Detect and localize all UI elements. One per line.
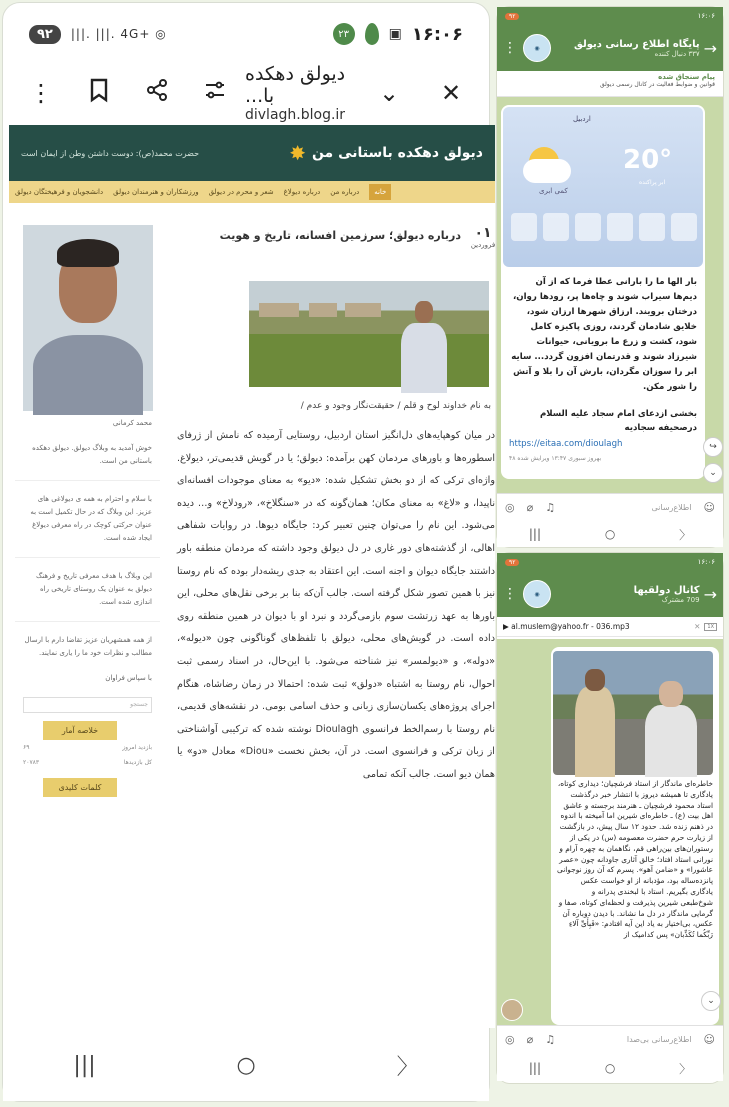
url-area[interactable]	[245, 63, 369, 123]
sidebar-search-input[interactable]: جستجو	[23, 697, 152, 713]
chat-area	[497, 639, 723, 1025]
back-icon[interactable]: 〉	[396, 1054, 419, 1080]
pinned-text: قوانین و ضوابط فعالیت در کانال رسمی دیولق	[599, 81, 715, 88]
message-source: بخشی ازدعای امام سجاد علیه السلام درصحیفه سجادیه	[539, 409, 697, 433]
weather-condition: ابر پراکنده	[639, 179, 666, 186]
channel-avatar[interactable]: ◉	[523, 34, 551, 62]
pinned-title: پیام سنجاق شده	[658, 73, 715, 81]
blog-subtitle: حضرت محمد(ص): دوست داشتن وطن از ایمان است	[21, 148, 200, 158]
sidebar-paragraph: با سپاس فراوان	[105, 674, 152, 682]
post-title[interactable]: درباره دیولق؛ سرزمین افسانه، تاریخ و هویت	[219, 229, 461, 242]
site-settings-icon[interactable]	[195, 79, 235, 107]
home-icon[interactable]: ○	[236, 1052, 256, 1078]
post-day: ۰۱	[474, 225, 492, 241]
weather-image	[503, 107, 703, 267]
channel-avatar[interactable]: ◉	[523, 580, 551, 608]
camera-icon[interactable]: ◎	[505, 501, 515, 514]
system-nav-bar	[497, 521, 723, 547]
stat-value: ۲۰۷۸۳	[23, 759, 40, 766]
pinned-message[interactable]	[497, 71, 723, 97]
sidebar-paragraph: از همه همشهریان عزیز تقاضا دارم با ارسال مطالب و نظرات خود ما را یاری نمایند.	[24, 636, 152, 657]
message-text: بار الها ما را بارانی عطا فرما که از آن دیم‌ها سیراب شوند و چاه‌ها پر، رودها روان، درختان برویند. ارزاق شهرها ارزان شود، خلایق شادمان گردند، روزی پاکیزه کامل شود، کشت و زرع ما برویانی، حیوانات شیرزاد شوند و قدرتمان افزون گردد... سایه ابر را سوزان مگردان، بارش آن را بلا و آتش را شور مکن.	[511, 277, 697, 392]
message-input-bar	[497, 493, 723, 521]
network-type: 4G+	[120, 27, 151, 41]
stat-label: کل بازدیدها	[123, 759, 152, 766]
channel-name[interactable]: پایگاه اطلاع رسانی دیولق	[573, 38, 700, 50]
blog-sidebar	[15, 225, 160, 797]
leaf-icon	[365, 23, 379, 45]
post-body: در میان کوهپایه‌های دل‌انگیز استان اردبیل، روستایی آرمیده که نامش از ژرفای اسطوره‌ها و باورهای مردمان کهن برآمده: دیولق؛ یا در گویش قدیمی‌تر، دیولاغ. واژه‌ای ترکی که از دو بخش تشکیل شده: «دیو» به معنای موجودات افسانه‌ای ناپیدا، و «لاغ» به معنای مکان؛ همان‌گونه که در «سنگلاخ»، «رودلاخ» و… دیده می‌شود. این نام را می‌توان چنین تعبیر کرد: جایگاه دیوها. در روایات شفاهی اهالی، از گذشته‌های دور غاری در دل دیولق وجود داشته که مردمان منطقه باور داشتند جایگاه دیوان و اجنه است. این اعتقاد به جدی ریشه‌دار بوده که نام روستا نیز با همین تصور شکل گرفته است. جالب آن‌که بنا بر برخی نقل‌های محلی، این باورها به عهد زرتشت سوم بازمی‌گردد و نبرد او با دیوان در همین منطقه روی داده است. در گویش‌های محلی، دیولق با تلفظ‌های گوناگونی چون «دیوله»، «دوله»، و «دیولمسر» نیز شناخته می‌شود. با این‌حال، در اسناد رسمی ثبت احوال، نام روستا به اشتباه «دولق» ثبت شده: احتمالا در زمان رضاشاه، هنگام اجرای پروژه‌های یکسان‌سازی زبانی و حذف اسامی بومی. در نقشه‌های قدیمی، نام روستا با رسم‌الخط فرانسوی Dioulagh نوشته شده که ترکیبی آواشناختی از زبان ترکی و فرانسوی است. در آن، بخش نخست «Diou» معادل «دو» یا همان دیو است. جالب آنکه تمامی	[177, 430, 495, 780]
post-date	[469, 225, 497, 249]
stat-row	[15, 755, 160, 770]
back-icon[interactable]: 〉	[679, 527, 692, 542]
chevron-down-icon[interactable]: ⌄	[703, 463, 723, 483]
recent-apps-icon[interactable]: |||	[528, 527, 542, 541]
message-meta: بهروز سبوری ۱۳:۴۷ ویرایش شده ۴۸	[509, 455, 602, 462]
attach-icon[interactable]: ⌀	[526, 1033, 534, 1046]
sidebar-paragraph: با سلام و احترام به همه ی دیولاغی های عزیز. این وبلاگ که در حال تکمیل است به عنوان حرکتی کوچک در راه معرفی دیولاغ ایجاد شده است.	[30, 495, 152, 542]
page-title: دیولق دهکده با...	[245, 63, 346, 107]
bookmark-icon[interactable]	[79, 78, 119, 108]
notification-badge: ۲۳	[333, 23, 355, 45]
eitaa-channel-1	[496, 6, 724, 548]
nav-item-home[interactable]: خانه	[369, 184, 391, 200]
nav-item-students[interactable]: دانشجویان و فرهیختگان دیولق	[15, 188, 104, 196]
chevron-down-icon[interactable]: ⌄	[378, 79, 400, 107]
camera-icon[interactable]: ◎	[505, 1033, 515, 1046]
status-time: ۱۶:۰۶	[697, 12, 715, 20]
blog-header	[9, 125, 495, 181]
status-bar	[497, 7, 723, 25]
keywords-box-title: کلمات کلیدی	[43, 778, 117, 797]
audio-title: al.muslem@yahoo.fr - 036.mp3	[511, 622, 630, 631]
bell-icon[interactable]: ♫	[545, 1033, 556, 1046]
close-icon[interactable]: ✕	[440, 79, 462, 107]
post-month: فروردین	[470, 241, 496, 249]
nav-item-about-me[interactable]: درباره من	[330, 188, 360, 196]
stats-box-title: خلاصه آمار	[43, 721, 117, 740]
stat-label: بازدید امروز	[122, 744, 152, 751]
play-icon[interactable]: ▶	[503, 622, 509, 631]
battery-indicator: ۹۲	[505, 559, 519, 566]
battery-indicator: ۹۲	[29, 25, 61, 44]
post-caption: به نام خداوند لوح و قلم / حقیقت‌نگار وجود و عدم /	[300, 401, 491, 411]
message-bubble[interactable]	[501, 105, 705, 479]
browser-toolbar	[3, 65, 489, 121]
speed-badge[interactable]: 1X	[704, 623, 717, 631]
status-bar	[3, 3, 489, 65]
chevron-down-icon[interactable]: ⌄	[701, 991, 721, 1011]
message-bubble[interactable]	[551, 647, 719, 1025]
channel-header	[497, 25, 723, 71]
share-icon[interactable]	[137, 78, 177, 108]
message-photo	[553, 651, 713, 775]
channel-name[interactable]: کانال دولقیها	[633, 584, 700, 596]
stat-value: ۶۹	[23, 744, 30, 751]
blog-article	[171, 225, 497, 787]
status-time: ۱۶:۰۶	[697, 558, 715, 566]
weather-temp: 20°	[623, 145, 673, 175]
author-photo	[23, 225, 153, 411]
weather-desc: کمی ابری	[539, 187, 568, 195]
status-time: ۱۶:۰۶	[411, 23, 463, 45]
emoji-icon[interactable]: ☺	[703, 501, 715, 514]
home-icon[interactable]: ○	[604, 1061, 616, 1075]
sender-avatar[interactable]	[501, 999, 523, 1021]
sidebar-paragraph: خوش آمدید به وبلاگ دیولق. دیولق دهکده باستانی من است.	[32, 444, 152, 465]
attach-icon[interactable]: ⌀	[526, 501, 534, 514]
network-indicator: |||. |||. 4G+ ◎	[70, 27, 167, 41]
more-vertical-icon[interactable]: ⋮	[503, 40, 517, 56]
status-bar	[497, 553, 723, 571]
author-caption: محمد کرمانی	[112, 419, 152, 427]
blog-title[interactable]	[289, 141, 483, 165]
page-host: divlagh.blog.ir	[245, 107, 346, 123]
close-icon[interactable]: ✕	[694, 622, 701, 631]
nav-item-about-village[interactable]: درباره دیولاغ	[283, 188, 321, 196]
message-input-bar	[497, 1025, 723, 1053]
home-icon[interactable]: ○	[604, 527, 616, 541]
more-vertical-icon[interactable]: ⋮	[29, 79, 53, 107]
system-nav-bar	[3, 1029, 489, 1101]
emoji-icon[interactable]: ☺	[703, 1033, 715, 1046]
sidebar-paragraph: این وبلاگ با هدف معرفی تاریخ و فرهنگ دیولق به عنوان یک روستای تاریخی راه اندازی شده است.	[35, 572, 152, 606]
stat-row	[15, 740, 160, 755]
arrow-right-icon[interactable]: →	[703, 38, 717, 58]
message-input[interactable]: اطلاع‌رسانی	[651, 503, 692, 512]
bell-icon[interactable]: ♫	[545, 501, 556, 514]
eitaa-channel-2	[496, 552, 724, 1084]
browser-phone	[2, 2, 496, 1102]
arrow-right-icon[interactable]: →	[703, 584, 717, 604]
leaf-logo-icon: ✸	[289, 141, 306, 165]
nav-item-athletes[interactable]: ورزشکاران و هنرمندان دیولق	[113, 188, 199, 196]
recent-apps-icon[interactable]: |||	[528, 1061, 542, 1075]
screen-record-icon: ▣	[388, 26, 402, 42]
channel-header	[497, 571, 723, 617]
message-text: خاطره‌ای ماندگار از استاد فرشچیان؛ دیداری کوتاه، یادگاری تا همیشه دیروز با انتشار خبر درگذشت استاد محمود فرشچیان ـ هنرمند برجسته و عاشق اهل بیت (ع) ـ خاطره‌ای شیرین اما آمیخته با اندوه در ذهنم زنده شد. حدود ۱۲ سال پیش، در بازگشت از زیارت حرم حضرت معصومه (س) در یکی از رستوران‌های بین‌راهی قم، نگاهمان به چهره آرام و نورانی استاد افتاد؛ خالق آثاری جاودانه چون «عصر عاشورا» و «ضامن آهو». پسرم که آن روز نوجوانی پانزده‌ساله بود، مؤدبانه از او خواست عکس یادگاری بگیریم. استاد با لبخندی پدرانه و شوخ‌طبعی شیرین پذیرفت و لحظه‌ای کوتاه، صفا و گرمایی ماندگار در دل ما نشاند. با دیدن دوباره آن عکس، بی‌اختیار به یاد این آیه افتادم: «فَبِأَیِّ آلاءِ رَبِّکُما تُکَذِّبان» پس کدامیک از	[557, 779, 713, 940]
blog-title-text: دیولق دهکده باستانی من	[311, 145, 483, 161]
channel-link[interactable]: https://eitaa.com/dioulagh	[509, 439, 623, 449]
back-icon[interactable]: 〉	[679, 1061, 692, 1076]
system-nav-bar	[497, 1055, 723, 1081]
more-vertical-icon[interactable]: ⋮	[503, 586, 517, 602]
audio-player[interactable]	[497, 617, 723, 637]
recent-apps-icon[interactable]: |||	[73, 1052, 96, 1078]
blog-nav	[9, 181, 495, 203]
nav-item-poetry[interactable]: شعر و محرم در دیولق	[208, 188, 274, 196]
message-input[interactable]: اطلاع‌رسانی بی‌صدا	[626, 1035, 692, 1044]
channel-members: 709 مشترک	[661, 595, 700, 604]
share-icon[interactable]: ↪	[703, 437, 723, 457]
channel-members: ۳۳۷ دنبال کننده	[654, 49, 700, 58]
chat-area	[497, 97, 723, 493]
battery-indicator: ۹۲	[505, 13, 519, 20]
weather-city: اردبیل	[573, 115, 591, 123]
village-photo	[249, 281, 489, 387]
blog-page	[9, 125, 495, 1028]
